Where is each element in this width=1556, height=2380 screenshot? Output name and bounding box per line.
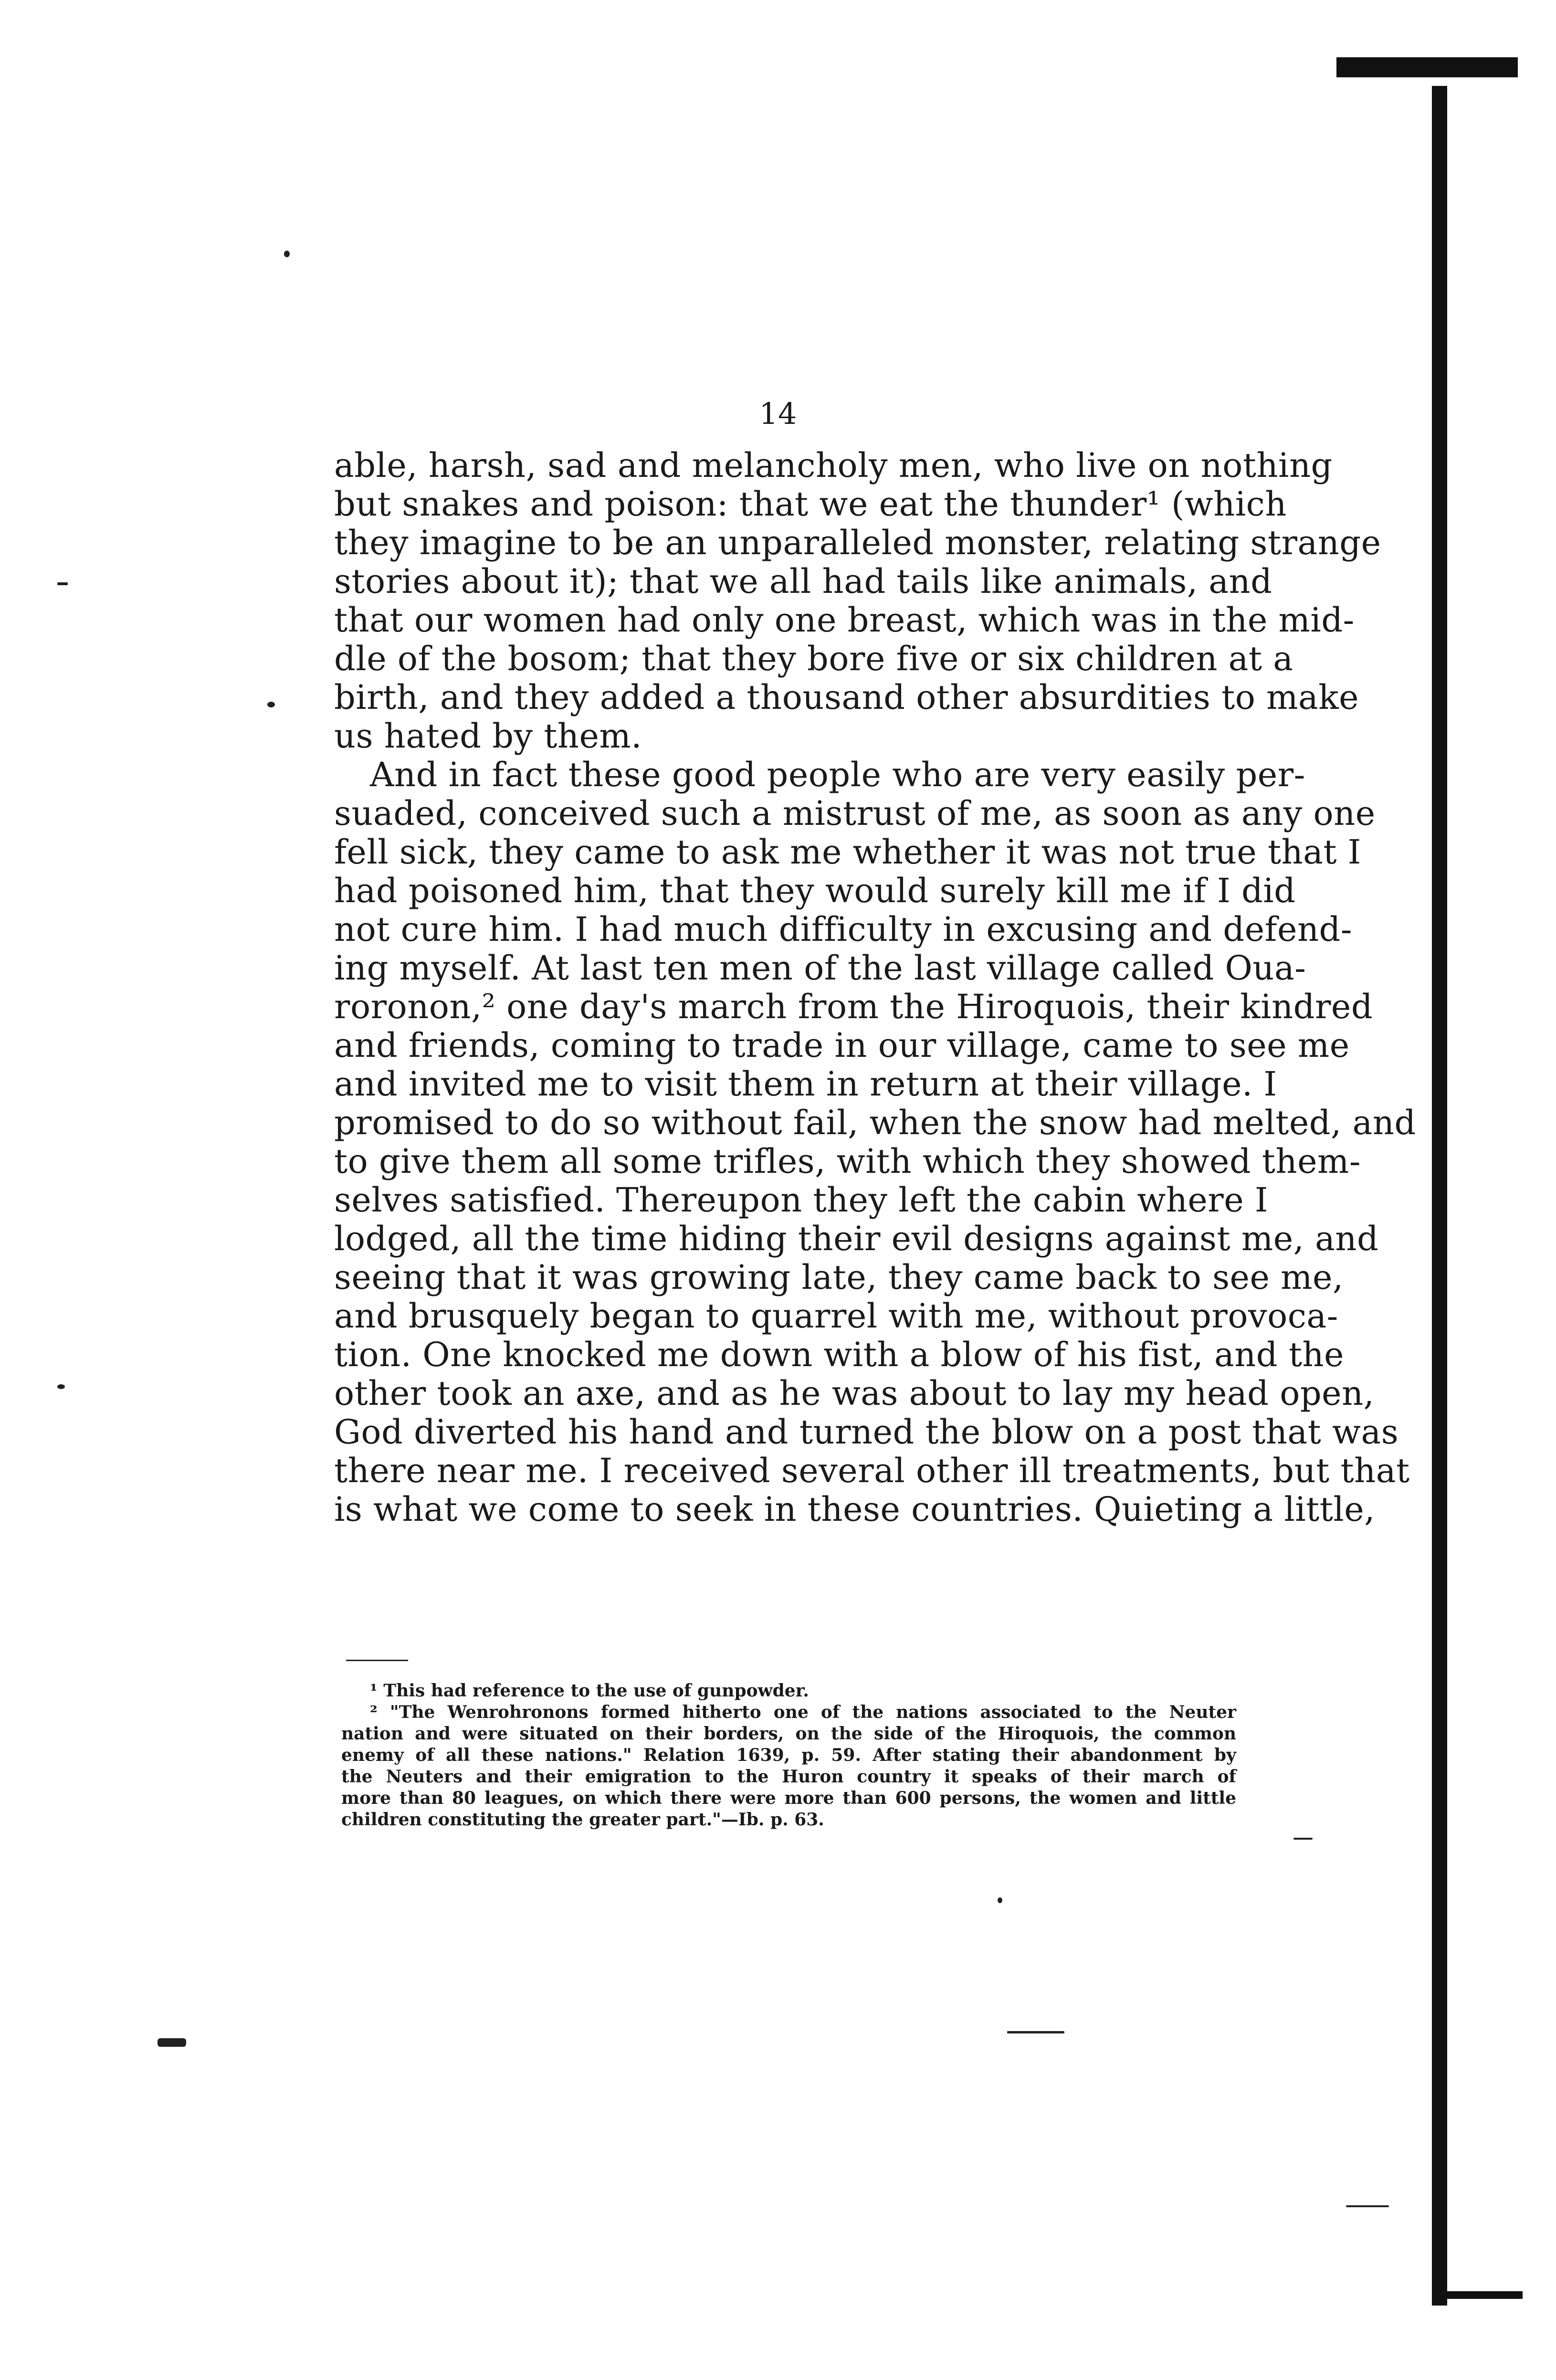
scan-margin-bar bbox=[1432, 86, 1447, 2306]
scan-speck bbox=[57, 1384, 65, 1389]
footnotes bbox=[341, 1680, 1236, 1831]
body-line: able, harsh, sad and melancholy men, who live on nothing bbox=[334, 446, 1333, 485]
scan-margin-bar-top bbox=[1336, 57, 1518, 77]
body-line: is what we come to seek in these countries. Quieting a little, bbox=[334, 1490, 1375, 1529]
body-line: dle of the bosom; that they bore five or six children at a bbox=[334, 639, 1293, 678]
body-line: lodged, all the time hiding their evil designs against me, and bbox=[334, 1219, 1379, 1258]
body-line: ing myself. At last ten men of the last village called Oua- bbox=[334, 948, 1306, 988]
body-line: tion. One knocked me down with a blow of his fist, and the bbox=[334, 1335, 1344, 1374]
footnote-line: the Neuters and their emigration to the Huron country it speaks of their march of bbox=[341, 1767, 1236, 1787]
body-line: had poisoned him, that they would surely kill me if I did bbox=[334, 871, 1296, 910]
scan-speck bbox=[158, 2038, 186, 2047]
footnote-line: ¹ This had reference to the use of gunpowder. bbox=[370, 1681, 809, 1701]
paragraph-start-line: And in fact these good people who are very easily per- bbox=[370, 755, 1305, 794]
body-line: and friends, coming to trade in our village, came to see me bbox=[334, 1026, 1350, 1065]
body-line: not cure him. I had much difficulty in excusing and defend- bbox=[334, 910, 1353, 949]
footnote-line: ² "The Wenrohronons formed hitherto one of the nations associated to the Neuter bbox=[370, 1702, 1236, 1722]
body-line: God diverted his hand and turned the blow on a post that was bbox=[334, 1412, 1399, 1452]
scan-speck bbox=[1346, 2205, 1389, 2207]
body-line: roronon,² one day's march from the Hiroquois, their kindred bbox=[334, 987, 1373, 1026]
body-line: birth, and they added a thousand other absurdities to make bbox=[334, 678, 1359, 717]
body-line: suaded, conceived such a mistrust of me, as soon as any one bbox=[334, 794, 1376, 833]
body-line: promised to do so without fail, when the snow had melted, and bbox=[334, 1103, 1416, 1142]
footnote-line: more than 80 leagues, on which there were more than 600 persons, the women and little bbox=[341, 1788, 1236, 1808]
scan-speck bbox=[57, 582, 68, 585]
body-line: seeing that it was growing late, they came back to see me, bbox=[334, 1258, 1344, 1297]
body-text bbox=[334, 446, 1416, 1529]
body-line: to give them all some trifles, with which they showed them- bbox=[334, 1142, 1361, 1181]
scan-speck bbox=[1007, 2031, 1064, 2033]
scan-speck bbox=[1293, 1838, 1313, 1840]
body-line: fell sick, they came to ask me whether it was not true that I bbox=[334, 832, 1361, 872]
footnote-line: children constituting the greater part."—Ib. p. 63. bbox=[341, 1810, 824, 1830]
scan-speck bbox=[267, 702, 275, 707]
body-line: other took an axe, and as he was about to lay my head open, bbox=[334, 1374, 1375, 1413]
body-line: stories about it); that we all had tails like animals, and bbox=[334, 562, 1272, 601]
body-line: selves satisfied. Thereupon they left the cabin where I bbox=[334, 1180, 1269, 1220]
scan-margin-bar-bottom bbox=[1441, 2291, 1523, 2299]
body-line: but snakes and poison: that we eat the thunder¹ (which bbox=[334, 484, 1287, 524]
body-line: there near me. I received several other ill treatments, but that bbox=[334, 1451, 1410, 1490]
body-line: and invited me to visit them in return at their village. I bbox=[334, 1064, 1277, 1104]
scan-speck bbox=[998, 1897, 1002, 1903]
body-line: us hated by them. bbox=[334, 716, 642, 756]
footnote-line: enemy of all these nations." Relation 1639, p. 59. After stating their abandonment by bbox=[341, 1745, 1236, 1765]
page-number: 14 bbox=[759, 396, 797, 431]
footnote-line: nation and were situated on their borders, on the side of the Hiroquois, the common bbox=[341, 1724, 1236, 1744]
body-line: they imagine to be an unparalleled monster, relating strange bbox=[334, 523, 1381, 562]
body-line: and brusquely began to quarrel with me, without provoca- bbox=[334, 1296, 1338, 1336]
footnote-divider bbox=[346, 1660, 408, 1661]
body-line: that our women had only one breast, which was in the mid- bbox=[334, 600, 1355, 640]
scan-speck bbox=[284, 251, 290, 257]
